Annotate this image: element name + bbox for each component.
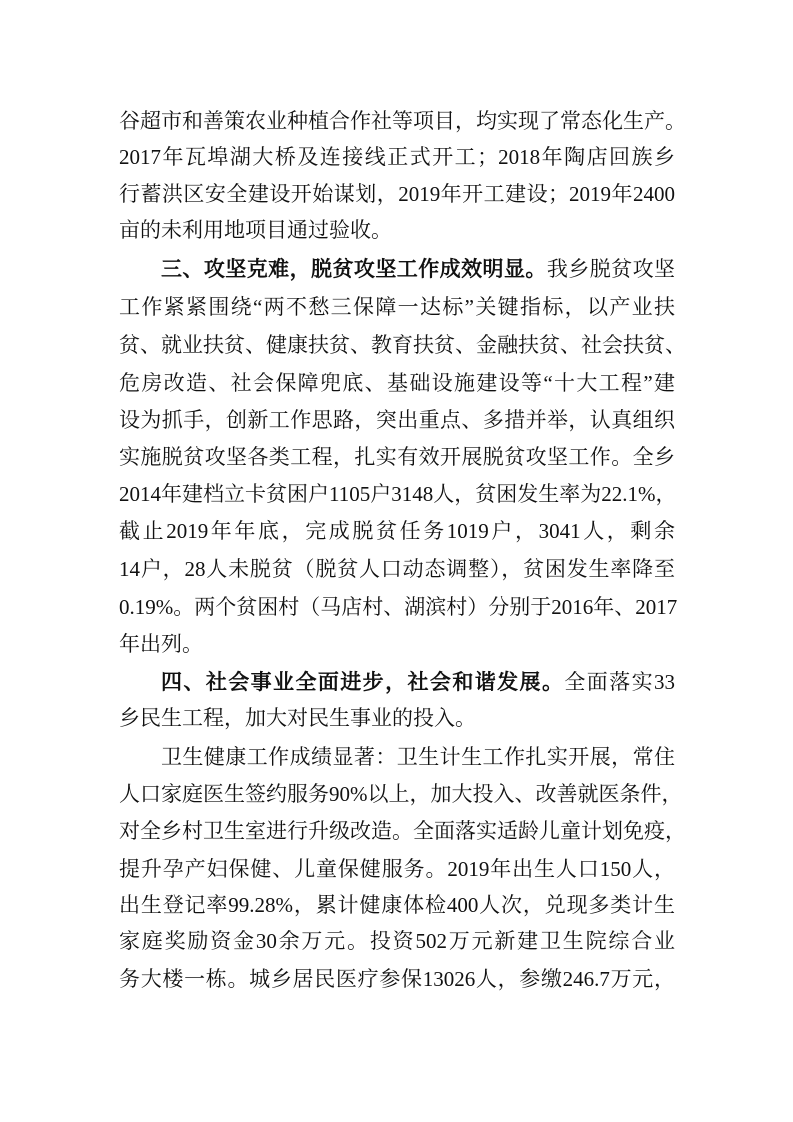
text-line: 提升孕产妇保健、儿童保健服务。2019年出生人口150人， [119,857,675,881]
text-line: 贫、就业扶贫、健康扶贫、教育扶贫、金融扶贫、社会扶贫、 [119,333,686,357]
text-line: 出生登记率99.28%，累计健康体检400人次，兑现多类计生 [119,893,675,917]
text-line: 务大楼一栋。城乡居民医疗参保13026人，参缴246.7万元， [119,967,675,991]
text-line: 实施脱贫攻坚各类工程，扎实有效开展脱贫攻坚工作。全乡 [119,445,675,469]
text-line: 14户，28人未脱贫（脱贫人口动态调整），贫困发生率降至 [119,557,675,581]
text-line: 乡民生工程，加大对民生事业的投入。 [119,706,476,730]
text-line: 年出列。 [119,632,203,656]
section-4-heading: 四、社会事业全面进步，社会和谐发展。 [161,670,565,694]
section-3-line [161,251,675,288]
text-line: 危房改造、社会保障兜底、基础设施建设等“十大工程”建 [119,371,675,395]
text-line: 0.19%。两个贫困村（马店村、湖滨村）分别于2016年、2017 [119,595,678,619]
text-line: 卫生健康工作成绩显著：卫生计生工作扎实开展，常住 [161,745,675,769]
text-line: 行蓄洪区安全建设开始谋划，2019年开工建设；2019年2400 [119,182,675,206]
text-line: 截止2019年年底，完成脱贫任务1019户，3041人，剩余 [119,519,675,543]
section-4-line [161,664,675,701]
text-line: 谷超市和善策农业种植合作社等项目，均实现了常态化生产。 [119,109,686,133]
text-line: 家庭奖励资金30余万元。投资502万元新建卫生院综合业 [119,929,675,953]
text-line: 2014年建档立卡贫困户1105户3148人，贫困发生率为22.1%， [119,482,677,506]
text-line: 亩的未利用地项目通过验收。 [119,218,392,242]
text-line: 设为抓手，创新工作思路，突出重点、多措并举，认真组织 [119,408,675,432]
text-line: 我乡脱贫攻坚 [546,257,676,281]
section-3-heading: 三、攻坚克难，脱贫攻坚工作成效明显。 [161,257,547,281]
text-line: 人口家庭医生签约服务90%以上，加大投入、改善就医条件， [119,782,683,806]
text-line: 2017年瓦埠湖大桥及连接线正式开工；2018年陶店回族乡 [119,145,675,169]
text-line: 对全乡村卫生室进行升级改造。全面落实适龄儿童计划免疫， [119,819,686,843]
text-line: 工作紧紧围绕“两不愁三保障一达标”关键指标，以产业扶 [119,295,675,319]
text-line: 全面落实33 [564,670,676,694]
